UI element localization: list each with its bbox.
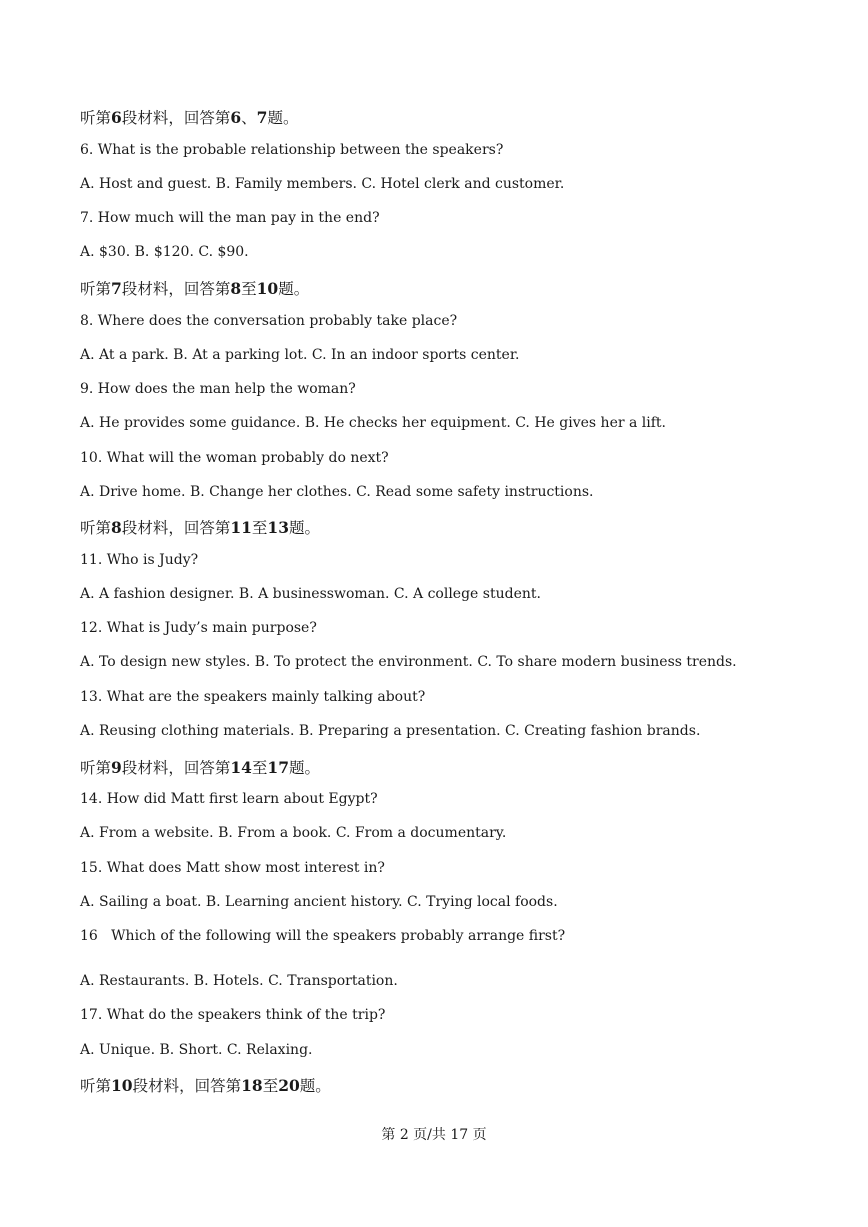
page-footer: 第 2 页/共 17 页 [381, 1127, 487, 1143]
question-6: 6. What is the probable relationship between the speakers? [80, 142, 504, 158]
question-9: 9. How does the man help the woman? [80, 381, 356, 397]
options-6: A. Host and guest. B. Family members. C. Hotel clerk and customer. [80, 176, 565, 192]
question-11: 11. Who is Judy? [80, 552, 199, 568]
question-13: 13. What are the speakers mainly talking about? [80, 689, 426, 705]
section-header-9: 听第9段材料，回答第14至17题。 [80, 758, 321, 777]
options-13: A. Reusing clothing materials. B. Preparing a presentation. C. Creating fashion brands. [80, 723, 701, 739]
question-10: 10. What will the woman probably do next? [80, 450, 389, 466]
options-12: A. To design new styles. B. To protect the environment. C. To share modern business trends. [80, 654, 737, 670]
question-16: 16 Which of the following will the speakers probably arrange first? [80, 928, 566, 944]
question-7: 7. How much will the man pay in the end? [80, 210, 380, 226]
section-header-6: 听第6段材料，回答第6、7题。 [80, 108, 299, 127]
section-header-10: 听第10段材料，回答第18至20题。 [80, 1076, 331, 1095]
question-17: 17. What do the speakers think of the trip? [80, 1007, 386, 1023]
section-header-8: 听第8段材料，回答第11至13题。 [80, 518, 321, 537]
question-12: 12. What is Judy’s main purpose? [80, 620, 317, 636]
section-header-7: 听第7段材料，回答第8至10题。 [80, 279, 310, 298]
options-14: A. From a website. B. From a book. C. From a documentary. [80, 825, 507, 841]
question-15: 15. What does Matt show most interest in? [80, 860, 385, 876]
question-14: 14. How did Matt first learn about Egypt? [80, 791, 378, 807]
options-15: A. Sailing a boat. B. Learning ancient history. C. Trying local foods. [80, 894, 558, 910]
options-7: A. $30. B. $120. C. $90. [80, 244, 249, 260]
options-10: A. Drive home. B. Change her clothes. C. Read some safety instructions. [80, 484, 594, 500]
options-11: A. A fashion designer. B. A businesswoman. C. A college student. [80, 586, 541, 602]
options-9: A. He provides some guidance. B. He checks her equipment. C. He gives her a lift. [80, 415, 667, 431]
options-17: A. Unique. B. Short. C. Relaxing. [80, 1042, 313, 1058]
question-8: 8. Where does the conversation probably take place? [80, 313, 458, 329]
options-16: A. Restaurants. B. Hotels. C. Transportation. [80, 973, 398, 989]
options-8: A. At a park. B. At a parking lot. C. In an indoor sports center. [80, 347, 520, 363]
